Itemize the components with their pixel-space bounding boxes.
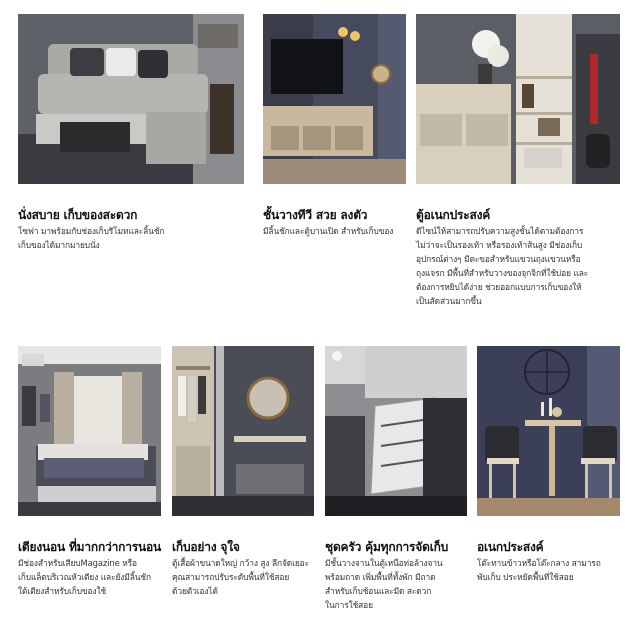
feature-title: เตียงนอน ที่มากกว่าการนอน [18, 540, 162, 554]
description-line: คุณสามารถปรับระดับพื้นที่ใช้สอย [172, 572, 290, 582]
feature-description [263, 224, 411, 238]
storage-cabinet-photo [416, 14, 620, 184]
wardrobe-photo [172, 346, 314, 516]
feature-description [325, 556, 473, 612]
feature-title: อเนกประสงค์ [477, 540, 544, 554]
description-line: เก็บแล็ตบริเวณหัวเตียง และยังมีลิ้นชัก [18, 572, 151, 582]
description-line: มีช่องสำหรับเสียบMagazine หรือ [18, 558, 137, 568]
description-line: โซฟา มาพร้อมกับช่องเก็บรีโมทและลิ้นชัก [18, 226, 165, 236]
description-line: ต้องการหยิบได้ง่าย ช่วยออกแบบการเก็บของให้ [416, 282, 582, 292]
feature-description [172, 556, 320, 598]
feature-description [416, 224, 626, 308]
description-line: ดีไซน์ให้สามารถปรับความสูงชั้นได้ตามต้องการ [416, 226, 584, 236]
description-line: ด้วยตัวเองได้ [172, 586, 218, 596]
feature-title: เก็บอย่าง จุใจ [172, 540, 240, 554]
feature-title: นั่งสบาย เก็บของสะดวก [18, 208, 138, 222]
description-line: โต๊ะทานข้าวหรือโต๊ะกลาง สามารถ [477, 558, 601, 568]
feature-title: ชุดครัว คุ้มทุกการจัดเก็บ [325, 540, 449, 554]
description-line: ในการใช้สอย [325, 600, 373, 610]
feature-description [477, 556, 627, 584]
feature-description [18, 556, 166, 598]
description-line: พร้อมถาด เพิ่มพื้นที่ทั้งพัก มีถาด [325, 572, 436, 582]
description-line: ใต้เตียงสำหรับเก็บของใช้ [18, 586, 107, 596]
description-line: มีลิ้นชักและตู้บานเปิด สำหรับเก็บของ [263, 226, 394, 236]
folding-table-photo [477, 346, 620, 516]
tv-shelf-photo [263, 14, 406, 184]
description-line: สำหรับเก็บช้อนและมีด สะดวก [325, 586, 432, 596]
description-line: เป็นสัดส่วนมากขึ้น [416, 296, 482, 306]
description-line: พับเก็บ ประหยัดพื้นที่ใช้สอย [477, 572, 574, 582]
description-line: มีชั้นวางจานในตู้เหนือท่อล้างจาน [325, 558, 443, 568]
description-line: ตู้เสื้อผ้าขนาดใหญ่ กว้าง สูง ลึกจัดเยอะ [172, 558, 309, 568]
sofa-bed-photo [18, 14, 244, 184]
feature-title: ชั้นวางทีวี สวย ลงตัว [263, 208, 368, 222]
feature-title: ตู้อเนกประสงค์ [416, 208, 491, 222]
description-line: ไม่ว่าจะเป็นรองเท้า หรือรองเท้าส้นสูง มีช่องเก็บ [416, 240, 583, 250]
description-line: เก็บของได้มากมายบนั่ง [18, 240, 100, 250]
description-line: อุปกรณ์ต่างๆ มีตะขอสำหรับแขวนถุงแขวนหรือ [416, 254, 581, 264]
feature-description [18, 224, 248, 252]
kitchen-rack-photo [325, 346, 467, 516]
description-line: ถุงแจรก มีพื้นที่สำหรับวางของจุกจิกที่ใช้บ่อย และ [416, 268, 589, 278]
bed-photo [18, 346, 161, 516]
